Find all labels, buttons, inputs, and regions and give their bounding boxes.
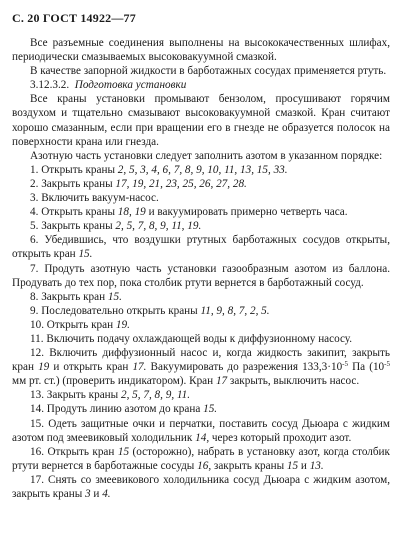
step-11: 11. Включить подачу охлаждающей воды к диффузионному насосу.	[30, 332, 353, 345]
section-heading	[12, 78, 390, 92]
step-1: 1. Открыть краны 2, 5, 3, 4, 6, 7, 8, 9, 10, 11, 13, 15, 33.	[30, 163, 288, 176]
step-6: 6. Убедившись, что воздушки ртутных барботажных сосудов открыты, открыть кран 15.	[12, 234, 390, 261]
paragraph-valve-prep: Все краны установки промывают бензолом, просушивают горячим воздухом и тщательно смазывают высоковакуумной смазкой. Кран считают хорошо смазанным, если при вращении его в гнезде не образуется полосок на поверхности крана или гнезда.	[12, 93, 390, 148]
step-7: 7. Продуть азотную часть установки газообразным азотом из баллона. Продувать до тех пор, пока столбик ртути вернется в барботажный сосуд.	[12, 262, 390, 289]
paragraph-nitrogen-order: Азотную часть установки следует заполнить азотом в указанном порядке:	[30, 149, 383, 162]
page-header: С. 20 ГОСТ 14922—77	[12, 11, 136, 25]
step-2: 2. Закрыть краны 17, 19, 21, 23, 25, 26, 27, 28.	[30, 177, 247, 190]
paragraph-locking-liquid: В качестве запорной жидкости в барботажных сосудах применяется ртуть.	[30, 65, 387, 78]
paragraph-connections: Все разъемные соединения выполнены на высококачественных шлифах, периодически смазываемых высоковакуумной смазкой.	[12, 37, 390, 64]
step-10: 10. Открыть кран 19.	[30, 318, 130, 331]
step-16: 16. Открыть кран 15 (осторожно), набрать в установку азот, когда столбик ртути вернется в барботажные сосуды 16, закрыть краны 15 и 13.	[12, 445, 390, 472]
step-14: 14. Продуть линию азотом до крана 15.	[30, 403, 218, 416]
step-17: 17. Снять со змеевикового холодильника сосуд Дьюара с жидким азотом, закрыть краны 3 и 4.	[12, 473, 390, 500]
section-number: 3.12.3.2.	[30, 79, 70, 92]
step-4: 4. Открыть краны 18, 19 и вакуумировать примерно четверть часа.	[30, 206, 348, 219]
step-5: 5. Закрыть краны 2, 5, 7, 8, 9, 11, 19.	[30, 220, 202, 233]
step-9: 9. Последовательно открыть краны 11, 9, 8, 7, 2, 5.	[30, 304, 270, 317]
step-3: 3. Включить вакуум-насос.	[30, 192, 159, 205]
document-body	[12, 36, 390, 501]
step-12: 12. Включить диффузионный насос и, когда жидкость закипит, закрыть кран 19 и открыть кран 17. Вакуумировать до разрежения $133,3\cdot 10^{-5}$ Па ($10^{-5}$ мм рт. ст.) (проверить индикатором). Кран 17 закрыть, выключить насос.	[12, 347, 390, 388]
step-8: 8. Закрыть кран 15.	[30, 290, 122, 303]
step-13: 13. Закрыть краны 2, 5, 7, 8, 9, 11.	[30, 389, 191, 402]
section-title: Подготовка установки	[74, 79, 187, 92]
step-15: 15. Одеть защитные очки и перчатки, поставить сосуд Дьюара с жидким азотом под змеевиковый холодильник 14, через который проходит азот.	[12, 417, 390, 444]
